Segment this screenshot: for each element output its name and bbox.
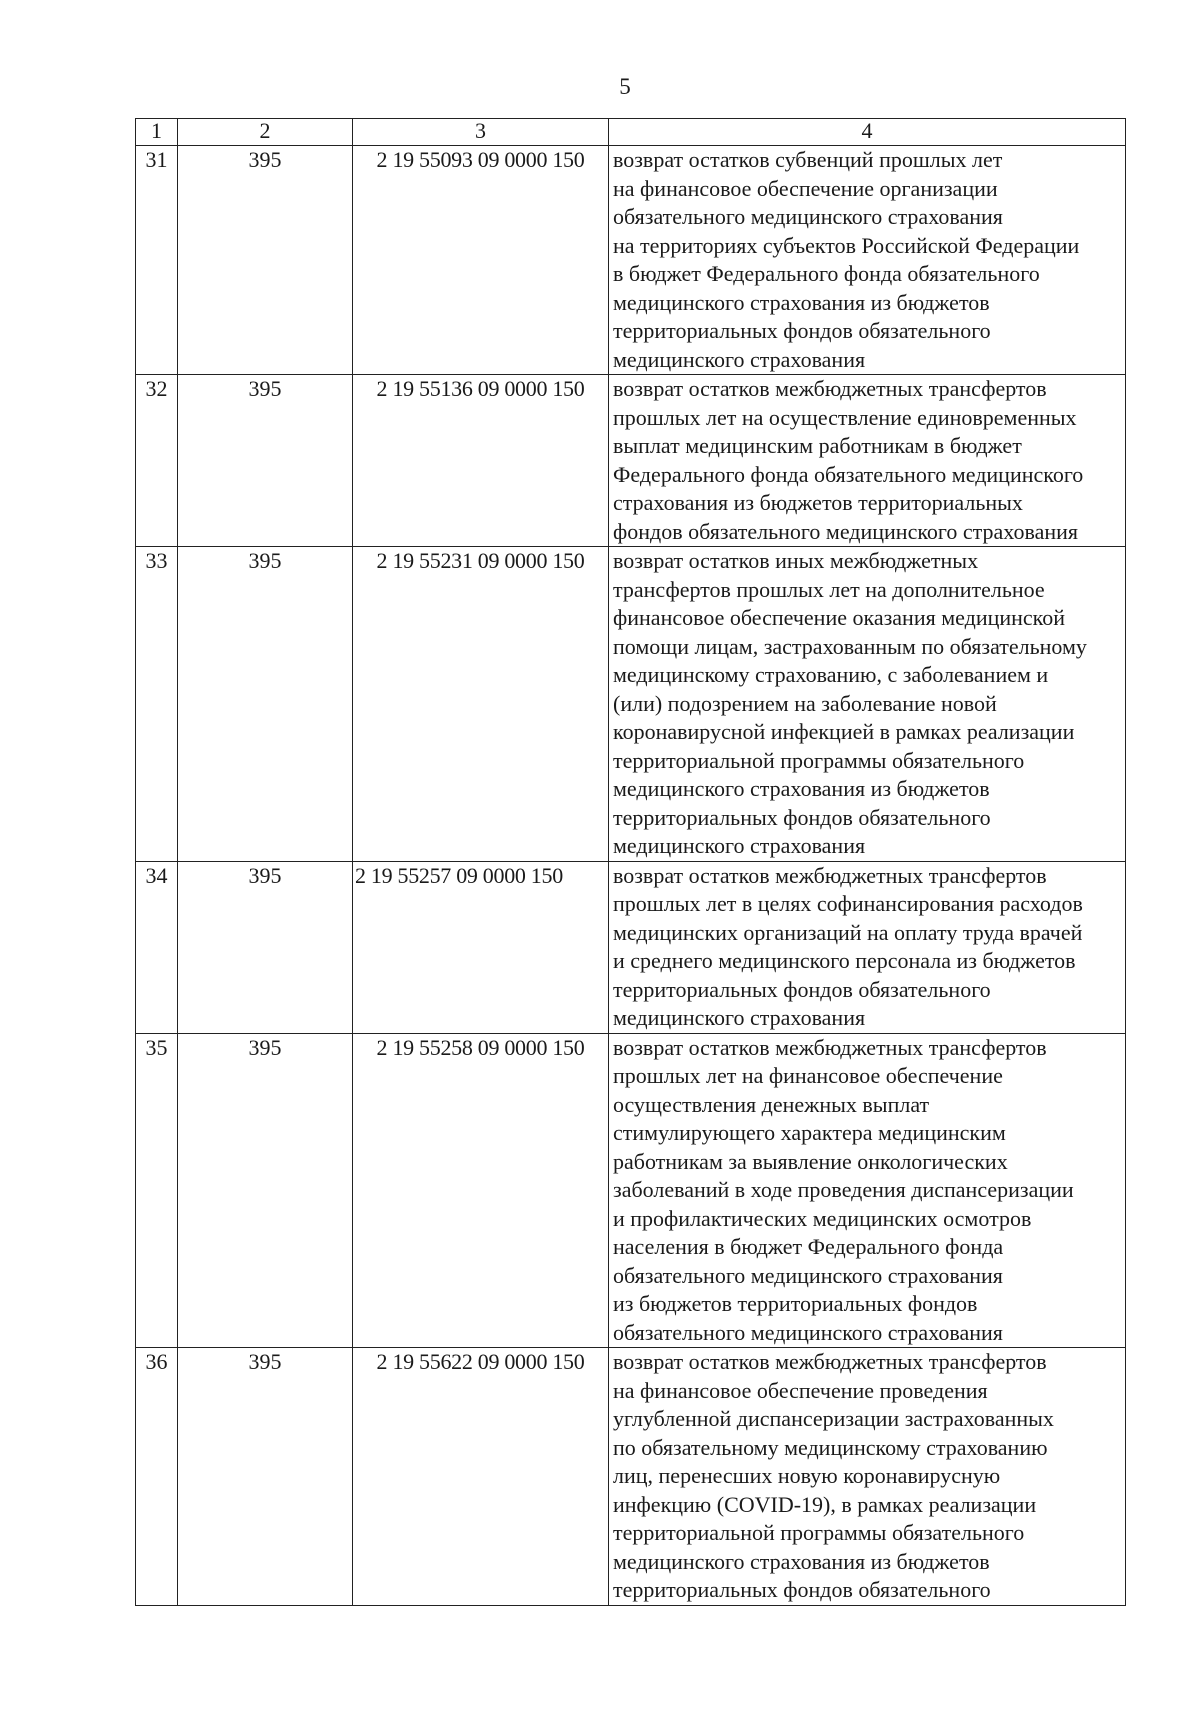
table-row [136,375,1126,547]
admin-code-cell: 395 [178,375,353,547]
row-number-cell: 31 [136,146,178,375]
description-cell [609,1348,1126,1606]
description-line: инфекцию (COVID-19), в рамках реализации [613,1491,1037,1517]
description-line: медицинскому страхованию, с заболеванием и [613,662,1049,687]
description-line: Федерального фонда обязательного медицинского [613,461,1084,487]
description-line: территориальной программы обязательного [613,1520,1025,1545]
budget-classification-code-cell: 2 19 55093 09 0000 150 [353,146,609,375]
column-header-1: 1 [136,119,178,146]
description-cell [609,375,1126,547]
description-line: фондов обязательного медицинского страхования [613,518,1078,544]
description-line: обязательного медицинского страхования [613,204,1003,229]
description-cell [609,861,1126,1033]
column-header-2: 2 [178,119,353,146]
description-line: прошлых лет на осуществление единовременных [613,404,1077,430]
row-number-cell: 33 [136,547,178,862]
row-number-cell: 32 [136,375,178,547]
description-line: в бюджет Федерального фонда обязательного [613,261,1040,286]
table-row [136,1348,1126,1606]
table-header-row [136,119,1126,146]
budget-classification-code-cell: 2 19 55136 09 0000 150 [353,375,609,547]
page-number: 5 [619,74,631,99]
description-line: территориальных фондов обязательного [613,976,991,1002]
description-line: стимулирующего характера медицинским [613,1120,1006,1145]
table-row [136,547,1126,862]
description-line: возврат остатков иных межбюджетных [613,548,979,573]
description-line: лиц, перенесших новую коронавирусную [613,1463,1001,1488]
table-row [136,146,1126,375]
budget-classification-code-cell: 2 19 55258 09 0000 150 [353,1033,609,1348]
description-line: возврат остатков межбюджетных трансфертов [613,376,1047,401]
description-line: страхования из бюджетов территориальных [613,490,1023,515]
budget-classification-code-cell: 2 19 55257 09 0000 150 [353,861,609,1033]
admin-code-cell: 395 [178,547,353,862]
row-number-cell: 35 [136,1033,178,1348]
description-line: работникам за выявление онкологических [613,1148,1008,1174]
description-line: осуществления денежных выплат [613,1091,930,1117]
description-line: прошлых лет в целях софинансирования расходов [613,891,1083,916]
description-line: из бюджетов территориальных фондов [613,1291,978,1316]
budget-classification-code-cell: 2 19 55231 09 0000 150 [353,547,609,862]
description-line: территориальных фондов обязательного [613,318,991,343]
description-line: трансфертов прошлых лет на дополнительное [613,576,1045,602]
description-line: (или) подозрением на заболевание новой [613,690,997,716]
description-line: на территориях субъектов Российской Федерации [613,232,1080,258]
row-number-cell: 36 [136,1348,178,1606]
description-line: медицинских организаций на оплату труда врачей [613,919,1083,945]
table-body [136,146,1126,1606]
description-line: финансовое обеспечение оказания медицинской [613,605,1066,630]
description-line: коронавирусной инфекцией в рамках реализации [613,719,1075,744]
description-line: обязательного медицинского страхования [613,1319,1003,1345]
description-line: углубленной диспансеризации застрахованных [613,1406,1054,1431]
description-line: населения в бюджет Федерального фонда [613,1234,1004,1259]
column-header-4: 4 [609,119,1126,146]
description-line: прошлых лет на финансовое обеспечение [613,1063,1003,1088]
description-cell [609,1033,1126,1348]
description-line: выплат медицинским работникам в бюджет [613,433,1022,458]
description-line: по обязательному медицинскому страхованию [613,1434,1048,1460]
description-line: и среднего медицинского персонала из бюджетов [613,948,1076,973]
description-line: территориальных фондов обязательного [613,1577,991,1602]
description-cell [609,146,1126,375]
description-line: возврат остатков субвенций прошлых лет [613,147,1003,172]
column-header-3: 3 [353,119,609,146]
admin-code-cell: 395 [178,146,353,375]
budget-codes-table [135,118,1126,1606]
admin-code-cell: 395 [178,1348,353,1606]
description-line: возврат остатков межбюджетных трансфертов [613,1034,1047,1060]
description-cell [609,547,1126,862]
admin-code-cell: 395 [178,1033,353,1348]
description-line: на финансовое обеспечение проведения [613,1377,988,1403]
description-line: заболеваний в ходе проведения диспансеризации [613,1177,1074,1202]
description-line: возврат остатков межбюджетных трансфертов [613,862,1047,888]
description-line: возврат остатков межбюджетных трансфертов [613,1349,1047,1374]
table-row [136,861,1126,1033]
description-line: медицинского страхования [613,1005,866,1030]
table-row [136,1033,1126,1348]
description-line: обязательного медицинского страхования [613,1262,1003,1288]
description-line: на финансовое обеспечение организации [613,175,998,201]
admin-code-cell: 395 [178,861,353,1033]
description-line: территориальных фондов обязательного [613,804,991,830]
row-number-cell: 34 [136,861,178,1033]
description-line: медицинского страхования из бюджетов [613,776,990,801]
description-line: территориальной программы обязательного [613,747,1025,773]
description-line: и профилактических медицинских осмотров [613,1205,1032,1231]
description-line: помощи лицам, застрахованным по обязательному [613,633,1087,659]
description-line: медицинского страхования [613,833,866,858]
budget-classification-code-cell: 2 19 55622 09 0000 150 [353,1348,609,1606]
description-line: медицинского страхования из бюджетов [613,1548,990,1574]
description-line: медицинского страхования из бюджетов [613,289,990,315]
description-line: медицинского страхования [613,346,866,372]
